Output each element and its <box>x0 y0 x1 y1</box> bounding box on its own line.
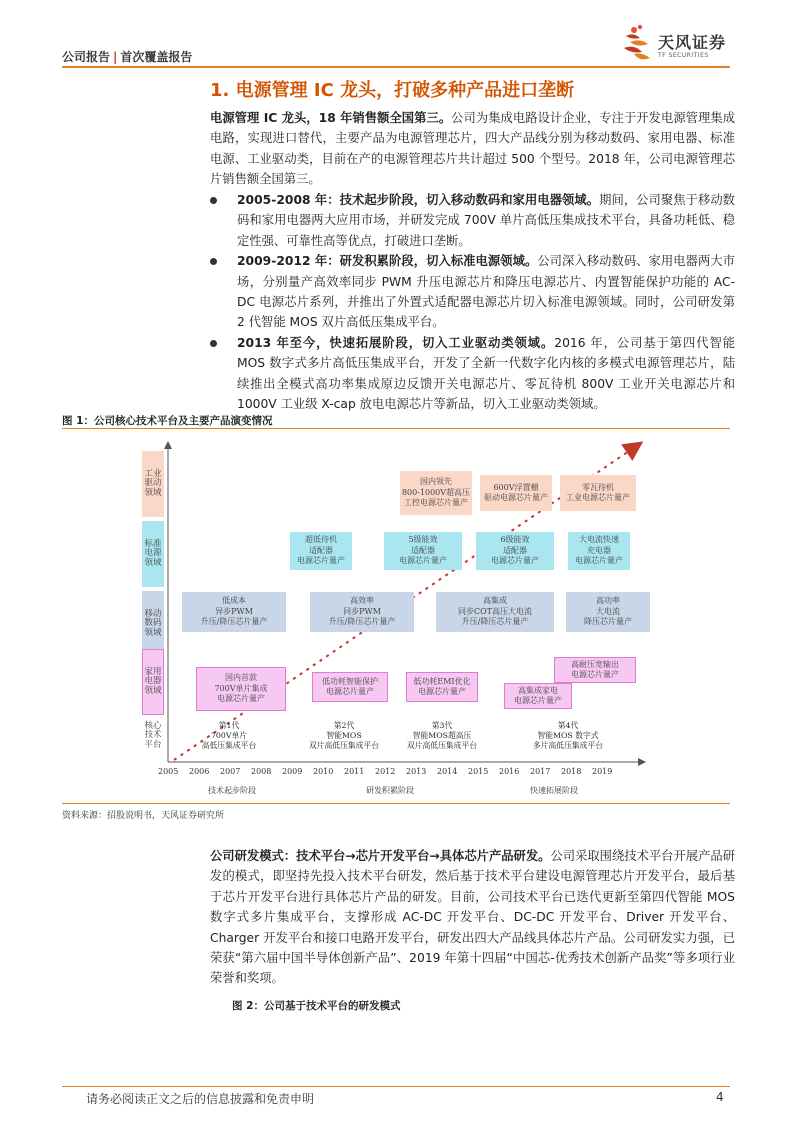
intro-lead: 电源管理 IC 龙头，18 年销售额全国第三。 <box>210 111 452 125</box>
intro-paragraph <box>210 108 735 190</box>
figure1-divider <box>62 428 730 429</box>
product-box: 高集成家电 电源芯片量产 <box>504 683 572 709</box>
list-item <box>210 333 735 415</box>
year-tick: 2008 <box>251 767 272 776</box>
year-tick: 2015 <box>468 767 489 776</box>
platform-gen-label: 第4代 智能MOS 数字式 多片高低压集成平台 <box>532 721 604 750</box>
logo-mark-icon <box>620 22 656 66</box>
logo-text-en: TF SECURITIES <box>658 52 709 59</box>
platform-gen-1 <box>190 721 268 751</box>
platform-gen-2 <box>302 721 386 751</box>
year-tick: 2009 <box>282 767 303 776</box>
platform-gen-4 <box>526 721 610 751</box>
figure1-bottom-divider <box>62 803 730 804</box>
bullet-lead: 2009-2012 年：研发积累阶段，切入标准电源领域。 <box>237 254 538 269</box>
row-label-home: 家用电器领域 <box>142 649 164 715</box>
product-box: 低功耗EMI优化 电源芯片量产 <box>406 672 478 702</box>
mode-text: 公司采取围绕技术平台开展产品研发的模式，即坚持先投入技术平台研发，然后基于技术平台建设电源管理芯片开发平台，最后基于芯片开发平台进行具体芯片产品的研发。目前，公司技术平台已迭代更新至第四代智能 MOS 数字式多片集成平台，支撑形成 AC-DC 开发平台、DC-DC 开发平台、Driver 开发平台、Charger 开发平台和接口电路开发平台，研发出四大产品线具体芯片产品。公司研发实力强，已荣获“第六届中国半导体创新产品”、2019 年第十四届“中国芯-优秀技术创新产品奖”等多项行业荣誉和奖项。 <box>210 849 735 986</box>
platform-gen-label: 第1代 700V单片 高低压集成平台 <box>201 721 257 750</box>
product-box: 超低待机 适配器 电源芯片量产 <box>290 532 352 570</box>
product-box: 6级能效 适配器 电源芯片量产 <box>476 532 554 570</box>
platform-gen-label: 第2代 智能MOS 双片高低压集成平台 <box>308 721 380 750</box>
figure1-title: 图 1：公司核心技术平台及主要产品演变情况 <box>62 415 273 427</box>
mode-lead: 公司研发模式：技术平台→芯片开发平台→具体芯片产品研发。 <box>210 849 551 863</box>
mode-paragraph <box>210 846 735 989</box>
year-tick: 2016 <box>499 767 520 776</box>
row-label-industrial: 工业驱动领域 <box>142 451 164 517</box>
year-tick: 2010 <box>313 767 334 776</box>
footer-disclaimer: 请务必阅读正文之后的信息披露和免责申明 <box>86 1092 315 1106</box>
report-type: 公司报告 <box>62 50 111 64</box>
product-box: 低功耗智能保护 电源芯片量产 <box>312 672 388 702</box>
report-header <box>62 48 192 65</box>
product-box: 高集成 同步COT高压大电流 升压/降压芯片量产 <box>436 592 554 632</box>
phase-list <box>210 190 735 414</box>
year-tick: 2005 <box>158 767 179 776</box>
product-box: 国内首款 700V单片集成 电源芯片量产 <box>196 667 286 711</box>
product-box: 高效率 同步PWM 升压/降压芯片量产 <box>310 592 414 632</box>
bullet-icon <box>210 340 217 347</box>
header-separator: | <box>113 50 118 64</box>
product-box: 高耐压宽输出 电源芯片量产 <box>554 657 636 683</box>
product-box: 零瓦待机 工业电源芯片量产 <box>560 475 636 511</box>
year-tick: 2007 <box>220 767 241 776</box>
platform-gen-label: 第3代 智能MOS超高压 双片高低压集成平台 <box>406 721 478 750</box>
logo-text: 天风证券 <box>658 33 727 52</box>
platform-gen-3 <box>398 721 486 751</box>
section-title: 1. 电源管理 IC 龙头，打破多种产品进口垄断 <box>210 80 575 101</box>
product-box: 国内领先 800-1000V超高压 工控电源芯片量产 <box>400 471 472 515</box>
row-label-standard: 标准电源领域 <box>142 521 164 587</box>
product-box: 低成本 异步PWM 升压/降压芯片量产 <box>182 592 286 632</box>
intro-text: 公司为集成电路设计企业，专注于开发电源管理集成电路，实现进口替代，主要产品为电源管理芯片，四大产品线分别为移动数码、家用电器、标准电源、工业驱动类，目前在产的电源管理芯片共计超过 500 个型号。2018 年，公司电源管理芯片销售额全国第三。 <box>210 111 735 187</box>
bullet-text: 期间，公司聚焦于移动数码和家用电器两大应用市场，并研发完成 700V 单片高低压集成技术平台，具备功耗低、稳定性强、可靠性高等优点，打破进口垄断。 <box>237 193 735 248</box>
brand-logo <box>620 22 735 66</box>
phase-label: 研发积累阶段 <box>366 786 414 795</box>
page-number: 4 <box>716 1090 724 1104</box>
list-item <box>210 190 735 251</box>
phase-label: 快速拓展阶段 <box>530 786 578 795</box>
year-tick: 2011 <box>344 767 365 776</box>
year-tick: 2014 <box>437 767 458 776</box>
phase-label: 技术起步阶段 <box>208 786 256 795</box>
product-box: 大电流快速 充电器 电源芯片量产 <box>568 532 630 570</box>
figure2-title: 图 2：公司基于技术平台的研发模式 <box>232 1000 401 1012</box>
header-divider <box>62 66 730 68</box>
bullet-text: 公司深入移动数码、家用电器两大市场，分别量产高效率同步 PWM 升压电源芯片和降压电源芯片、内置智能保护功能的 AC-DC 电源芯片系列，并推出了外置式适配器电源芯片切入标准电源领域。同时，公司研发第 2 代智能 MOS 双片高低压集成平台。 <box>237 254 735 330</box>
year-tick: 2006 <box>189 767 210 776</box>
row-label-platform: 核心技术平台 <box>144 720 162 750</box>
product-box: 600V浮置栅 驱动电源芯片量产 <box>480 475 552 511</box>
footer-divider <box>62 1086 730 1087</box>
year-tick: 2012 <box>375 767 396 776</box>
year-tick: 2018 <box>561 767 582 776</box>
bullet-text: 2016 年，公司基于第四代智能 MOS 数字式多片高低压集成平台，开发了全新一代数字化内核的多模式电源管理芯片，陆续推出全模式高功率集成原边反馈开关电源芯片、零瓦待机 800V 工业开关电源芯片和 1000V 工业级 X-cap 放电电源芯片等新品，切入工业驱动类领域。 <box>237 335 735 412</box>
row-label-mobile: 移动数码领域 <box>142 591 164 657</box>
platform-evolution-chart <box>130 435 650 800</box>
bullet-lead: 2013 年至今，快速拓展阶段，切入工业驱动类领域。 <box>237 335 555 350</box>
list-item <box>210 251 735 333</box>
product-box: 高功率 大电流 降压芯片量产 <box>566 592 650 632</box>
year-tick: 2013 <box>406 767 427 776</box>
bullet-icon <box>210 197 217 204</box>
figure1-source: 资料来源：招股说明书，天风证券研究所 <box>62 811 225 821</box>
year-tick: 2017 <box>530 767 551 776</box>
product-box: 5级能效 适配器 电源芯片量产 <box>384 532 462 570</box>
year-tick: 2019 <box>592 767 613 776</box>
bullet-icon <box>210 258 217 265</box>
bullet-lead: 2005-2008 年：技术起步阶段，切入移动数码和家用电器领域。 <box>237 193 600 207</box>
report-subtype: 首次覆盖报告 <box>120 50 193 64</box>
